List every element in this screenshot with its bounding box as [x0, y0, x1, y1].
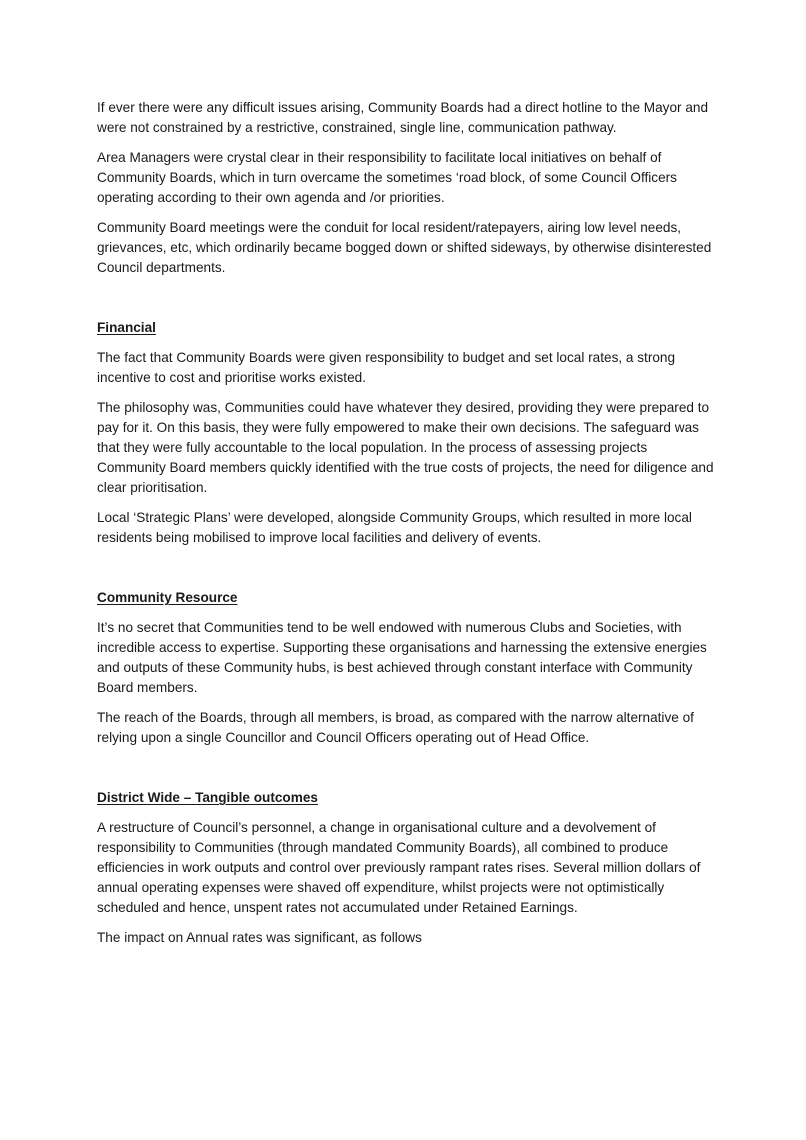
paragraph: If ever there were any difficult issues arising, Community Boards had a direct hotline to the Mayor and were not constrained by a restrictive, constrained, single line, communication pathway. [97, 100, 709, 135]
section-heading: Community Resource [97, 590, 238, 605]
paragraph: A restructure of Council’s personnel, a change in organisational culture and a devolvement of responsibility to Communities (through mandated Community Boards), all combined to produce efficiencies in work outputs and control over previously rampant rates rises. Several million dollars of annual operating expenses were shaved off expenditure, whilst projects were not optimistically scheduled and hence, unspent rates not accumulated under Retained Earnings. [97, 820, 701, 915]
financial-section [97, 318, 716, 548]
paragraph: Area Managers were crystal clear in their responsibility to facilitate local initiatives on behalf of Community Boards, which in turn overcame the sometimes ‘road block, of some Council Officers operating according to their own agenda and /or priorities. [97, 150, 677, 205]
paragraph: The fact that Community Boards were given responsibility to budget and set local rates, a strong incentive to cost and prioritise works existed. [97, 350, 676, 385]
paragraph: The reach of the Boards, through all members, is broad, as compared with the narrow alternative of relying upon a single Councillor and Council Officers operating out of Head Office. [97, 710, 694, 745]
section-spacer [97, 758, 716, 788]
section-spacer [97, 558, 716, 588]
section-heading: District Wide – Tangible outcomes [97, 790, 318, 805]
paragraph: Community Board meetings were the conduit for local resident/ratepayers, airing low level needs, grievances, etc, which ordinarily became bogged down or shifted sideways, by otherwise disinterested Council departments. [97, 220, 712, 275]
paragraph: It’s no secret that Communities tend to be well endowed with numerous Clubs and Societies, with incredible access to expertise. Supporting these organisations and harnessing the extensive energies and outputs of these Community hubs, is best achieved through constant interface with Community Board members. [97, 620, 707, 695]
section-spacer [97, 288, 716, 318]
district-wide-section [97, 788, 716, 948]
section-heading: Financial [97, 320, 156, 335]
paragraph: Local ‘Strategic Plans’ were developed, alongside Community Groups, which resulted in more local residents being mobilised to improve local facilities and delivery of events. [97, 510, 692, 545]
paragraph: The philosophy was, Communities could have whatever they desired, providing they were prepared to pay for it. On this basis, they were fully empowered to make their own decisions. The safeguard was that they were fully accountable to the local population. In the process of assessing projects Community Board members quickly identified with the true costs of projects, the need for diligence and clear prioritisation. [97, 400, 714, 495]
paragraph: The impact on Annual rates was significant, as follows [97, 930, 422, 945]
intro-section [97, 98, 716, 278]
community-resource-section [97, 588, 716, 748]
